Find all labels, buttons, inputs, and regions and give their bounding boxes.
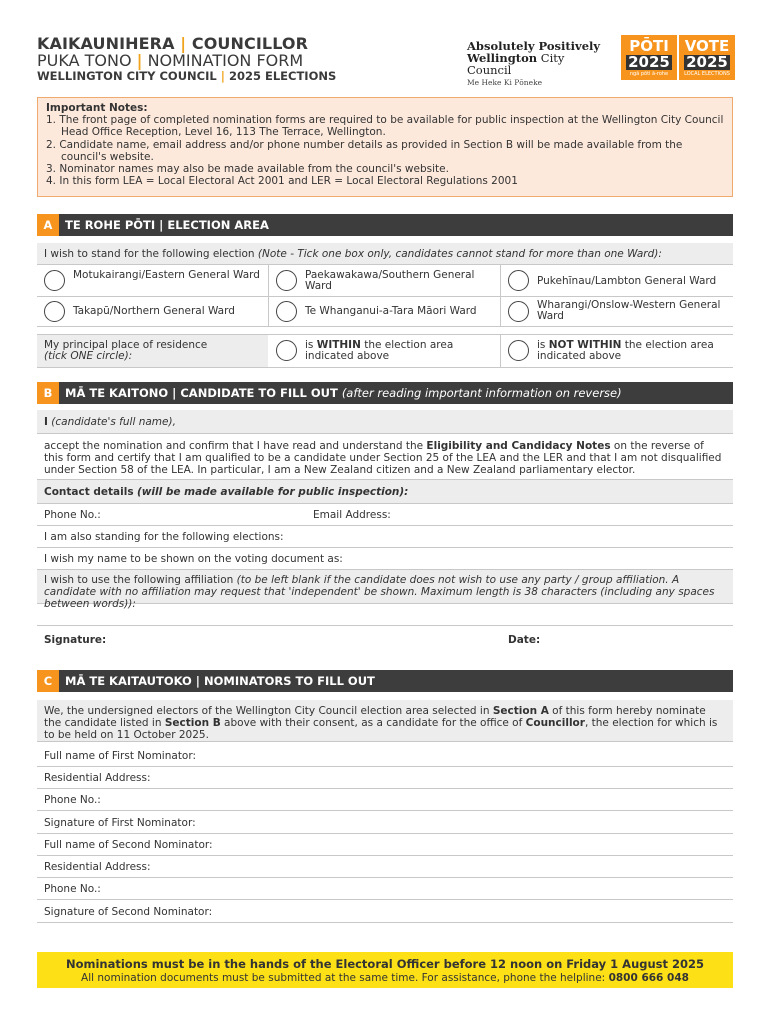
intro-2: of this form hereby nominate the candidate listed in bbox=[44, 705, 706, 729]
ward-radio-northern[interactable] bbox=[44, 301, 65, 322]
accept-statement bbox=[37, 434, 733, 480]
intro-3: above with their consent, as a candidate for the office of bbox=[220, 717, 526, 729]
ward-divider bbox=[268, 265, 269, 327]
badge-1-sub: ngā pōti ā-rohe bbox=[629, 71, 669, 77]
section-b-note: (after reading important information on reverse) bbox=[341, 386, 622, 400]
form-header bbox=[37, 34, 737, 94]
election-year: 2025 ELECTIONS bbox=[228, 69, 337, 83]
first-nominator-phone-field[interactable]: Phone No.: bbox=[37, 789, 733, 811]
poti-badge bbox=[621, 35, 677, 80]
ward-label-eastern: Motukairangi/Eastern General Ward bbox=[73, 269, 260, 281]
subtitle-maori: PUKA TONO bbox=[37, 51, 132, 70]
candidate-date-field[interactable]: Date: bbox=[508, 634, 541, 646]
ward-divider bbox=[500, 265, 501, 327]
ward-label-southern: Paekawakawa/Southern General Ward bbox=[305, 269, 475, 292]
note-item: 4. In this form LEA = Local Electoral Act 2001 and LER = Local Electoral Regulations 2001 bbox=[46, 175, 518, 188]
title-english: COUNCILLOR bbox=[191, 34, 309, 53]
second-nominator-phone-field[interactable]: Phone No.: bbox=[37, 878, 733, 900]
affiliation-note: (to be left blank if the candidate does not wish to use any party / group affiliation. A candidate with no affiliation may request that 'independent' be shown. Maximum length is 38 characters (including any spaces between words)): bbox=[44, 574, 715, 610]
section-a-letter: A bbox=[37, 214, 59, 236]
residence-label-note: (tick ONE circle): bbox=[44, 350, 133, 362]
residence-label-text: My principal place of residence bbox=[44, 339, 208, 351]
section-b-title: MĀ TE KAITONO | CANDIDATE TO FILL OUT bbox=[65, 386, 338, 400]
contact-label: Contact details bbox=[44, 486, 134, 498]
title-line-2 bbox=[37, 51, 303, 70]
accept-text-2: on the reverse of this form and certify that I am qualified to be a candidate under Section 25 of the LEA and the LER and that I am not disqualified under Section 58 of the LEA. In particular, I am a New Zealand citizen and a New Zealand parliamentary elector. bbox=[44, 440, 722, 476]
candidate-phone-field[interactable]: Phone No.: bbox=[44, 509, 101, 521]
logo-line-2-rest: City Council bbox=[467, 51, 565, 77]
also-standing-field[interactable]: I am also standing for the following elections: bbox=[37, 526, 733, 548]
helpline-pre: All nomination documents must be submitted at the same time. For assistance, phone the helpline: bbox=[81, 972, 609, 984]
note-item: 2. Candidate name, email address and/or phone number details as provided in Section B will be made available from the council's website. bbox=[46, 138, 683, 163]
contact-details-header bbox=[37, 480, 733, 504]
second-nominator-name-field[interactable]: Full name of Second Nominator: bbox=[37, 834, 733, 856]
notes-list bbox=[46, 114, 724, 187]
affiliation-label bbox=[37, 570, 733, 610]
logo-line-2-bold: Wellington bbox=[467, 51, 538, 65]
badge-2-year: 2025 bbox=[684, 55, 730, 70]
second-nominator-signature-field[interactable]: Signature of Second Nominator: bbox=[37, 900, 733, 923]
section-b-header bbox=[37, 382, 733, 404]
section-a-title: TE ROHE PŌTI | ELECTION AREA bbox=[65, 218, 269, 232]
candidate-name-note: (candidate's full name), bbox=[51, 416, 176, 428]
residence-notwithin-label bbox=[537, 340, 732, 362]
badge-2-top: VOTE bbox=[684, 37, 730, 55]
intro-b3: Councillor bbox=[525, 717, 585, 729]
within-pre: is bbox=[305, 339, 317, 351]
note-item: 3. Nominator names may also be made available from the council's website. bbox=[46, 163, 449, 176]
vote-badge bbox=[679, 35, 735, 80]
ward-radio-lambton[interactable] bbox=[508, 270, 529, 291]
badge-2-sub: LOCAL ELECTIONS bbox=[684, 71, 730, 77]
affiliation-text: I wish to use the following affiliation bbox=[44, 574, 234, 586]
subtitle-divider: | bbox=[136, 51, 143, 70]
important-notes bbox=[37, 97, 733, 197]
residence-within-label bbox=[305, 340, 495, 362]
notwithin-pre: is bbox=[537, 339, 549, 351]
section-c-header bbox=[37, 670, 733, 692]
election-intro-note: (Note - Tick one box only, candidates cannot stand for more than one Ward): bbox=[257, 248, 662, 260]
first-nominator-address-field[interactable]: Residential Address: bbox=[37, 767, 733, 789]
candidate-name-label: I bbox=[44, 416, 48, 428]
first-nominator-signature-field[interactable]: Signature of First Nominator: bbox=[37, 811, 733, 834]
ward-label-lambton: Pukehīnau/Lambton General Ward bbox=[537, 275, 717, 287]
intro-4: , the election for which is to be held on 11 October 2025. bbox=[44, 717, 718, 741]
candidate-name-row[interactable] bbox=[37, 410, 733, 434]
notes-heading: Important Notes: bbox=[46, 102, 148, 114]
council-divider: | bbox=[220, 69, 225, 83]
intro-1: We, the undersigned electors of the Wellington City Council election area selected in bbox=[44, 705, 493, 717]
intro-b2: Section B bbox=[164, 717, 221, 729]
phone-email-row bbox=[37, 504, 733, 526]
intro-b1: Section A bbox=[492, 705, 549, 717]
section-a-header bbox=[37, 214, 733, 236]
candidate-signature-field[interactable]: Signature: bbox=[44, 634, 107, 646]
title-divider: | bbox=[180, 34, 187, 53]
within-bold: WITHIN bbox=[316, 339, 361, 351]
badge-1-top: PŌTI bbox=[629, 37, 669, 55]
deadline-banner bbox=[37, 952, 733, 988]
within-post: the election area indicated above bbox=[305, 339, 454, 362]
residence-label bbox=[44, 340, 264, 362]
voting-name-field[interactable]: I wish my name to be shown on the voting document as: bbox=[37, 548, 733, 570]
ward-label-maori: Te Whanganui-a-Tara Māori Ward bbox=[305, 305, 477, 317]
first-nominator-name-field[interactable]: Full name of First Nominator: bbox=[37, 745, 733, 767]
residence-notwithin-radio[interactable] bbox=[508, 340, 529, 361]
deadline-text: Nominations must be in the hands of the Electoral Officer before 12 noon on Friday 1 August 2025 bbox=[65, 957, 705, 971]
council-name: WELLINGTON CITY COUNCIL bbox=[37, 69, 217, 83]
residence-within-radio[interactable] bbox=[276, 340, 297, 361]
ward-radio-maori[interactable] bbox=[276, 301, 297, 322]
contact-note: (will be made available for public inspection): bbox=[136, 486, 409, 498]
title-line-3 bbox=[37, 69, 336, 83]
section-b-letter: B bbox=[37, 382, 59, 404]
logo-line-2 bbox=[467, 52, 607, 76]
logo-line-3: Me Heke Ki Pōneke bbox=[467, 78, 543, 87]
election-intro-text: I wish to stand for the following election bbox=[44, 248, 255, 260]
candidate-email-field[interactable]: Email Address: bbox=[313, 509, 391, 521]
ward-radio-southern[interactable] bbox=[276, 270, 297, 291]
subtitle-english: NOMINATION FORM bbox=[147, 51, 304, 70]
badge-1-year: 2025 bbox=[626, 55, 672, 70]
second-nominator-address-field[interactable]: Residential Address: bbox=[37, 856, 733, 878]
election-intro bbox=[37, 243, 733, 265]
note-item: 1. The front page of completed nomination forms are required to be available for public inspection at the Wellington City Council Head Office Reception, Level 16, 113 The Terrace, Wellington. bbox=[46, 114, 724, 139]
ward-label-northern: Takapū/Northern General Ward bbox=[73, 305, 235, 317]
signature-row bbox=[37, 626, 733, 654]
ward-label-onslow: Wharangi/Onslow-Western General Ward bbox=[537, 299, 721, 322]
title-maori: KAIKAUNIHERA bbox=[37, 34, 175, 53]
helpline-text bbox=[37, 972, 733, 984]
ward-radio-eastern[interactable] bbox=[44, 270, 65, 291]
notwithin-post: the election area indicated above bbox=[537, 339, 714, 362]
affiliation-field[interactable] bbox=[37, 604, 733, 626]
council-logo bbox=[467, 39, 607, 87]
helpline-number: 0800 666 048 bbox=[608, 972, 689, 984]
accept-text-1: accept the nomination and confirm that I have read and understand the bbox=[44, 440, 427, 452]
section-c-letter: C bbox=[37, 670, 59, 692]
nominator-intro bbox=[37, 700, 733, 742]
ward-radio-onslow[interactable] bbox=[508, 301, 529, 322]
accept-bold: Eligibility and Candidacy Notes bbox=[426, 440, 611, 452]
residence-divider bbox=[500, 334, 501, 368]
notwithin-bold: NOT WITHIN bbox=[548, 339, 622, 351]
section-c-title: MĀ TE KAITAUTOKO | NOMINATORS TO FILL OUT bbox=[65, 674, 375, 688]
logo-line-1: Absolutely Positively bbox=[467, 39, 601, 53]
